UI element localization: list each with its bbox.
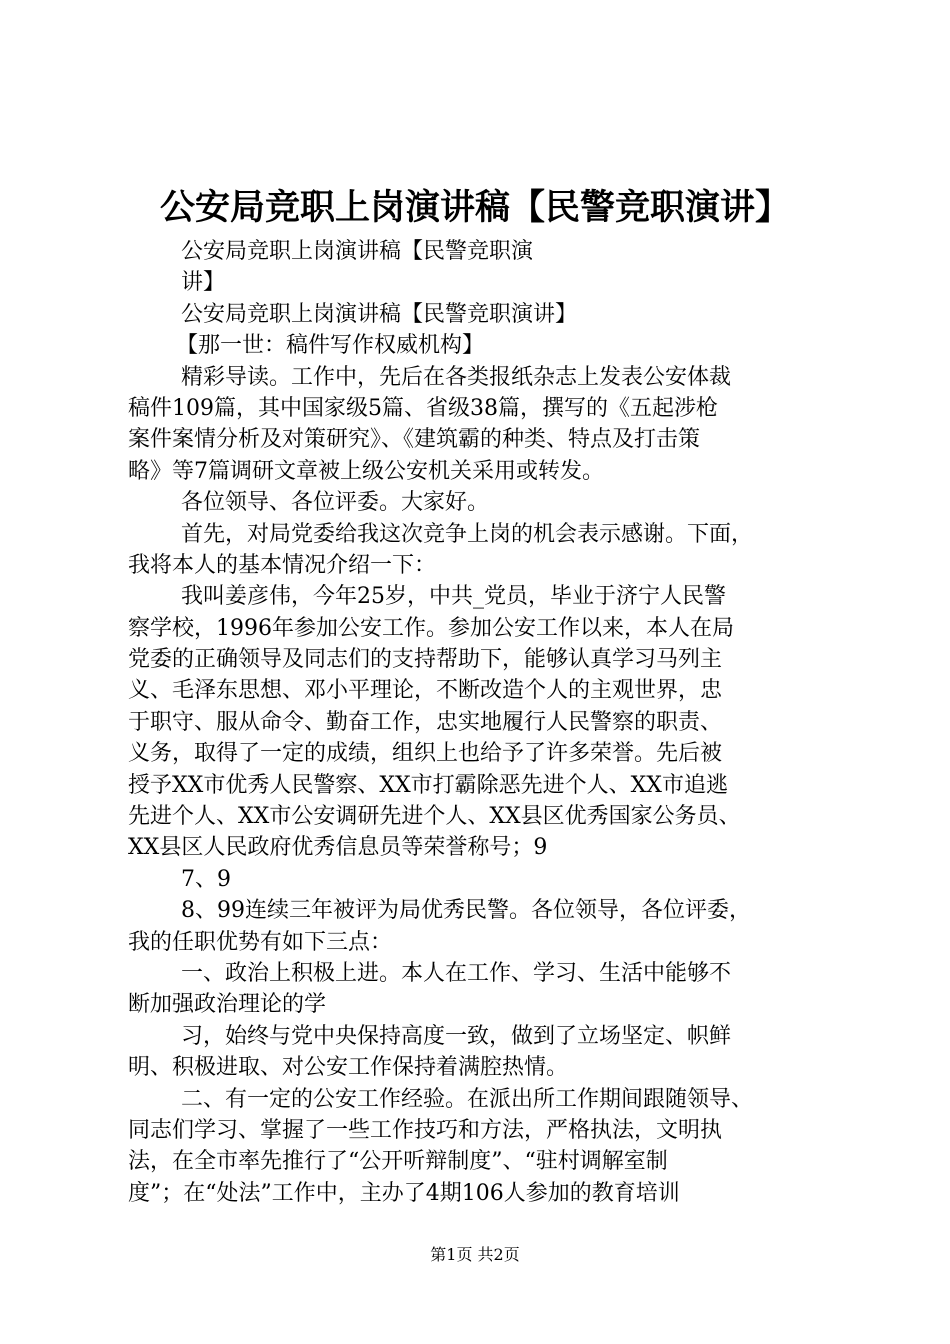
text-line: 党委的正确领导及同志们的支持帮助下，能够认真学习马列主 bbox=[128, 647, 723, 673]
text-line: 公安局竞职上岗演讲稿【民警竞职演讲】 bbox=[181, 301, 578, 327]
document-body bbox=[128, 236, 840, 1209]
text-line: 明、积极进取、对公安工作保持着满腔热情。 bbox=[128, 1055, 569, 1081]
text-line: XX县区人民政府优秀信息员等荣誉称号；9 bbox=[128, 835, 548, 861]
text-line: 稿件109篇，其中国家级5篇、省级38篇，撰写的《五起涉枪 bbox=[128, 395, 718, 421]
text-line: 二、有一定的公安工作经验。在派出所工作期间跟随领导、 bbox=[181, 1086, 754, 1112]
text-line: 首先，对局党委给我这次竞争上岗的机会表示感谢。下面， bbox=[181, 521, 754, 547]
page-footer: 第1页 共2页 bbox=[430, 1245, 520, 1264]
text-line: 一、政治上积极上进。本人在工作、学习、生活中能够不 bbox=[181, 960, 732, 986]
text-line: 察学校，1996年参加公安工作。参加公安工作以来，本人在局 bbox=[128, 615, 734, 641]
text-line: 精彩导读。工作中，先后在各类报纸杂志上发表公安体裁 bbox=[181, 364, 732, 390]
text-line: 度”；在“处法”工作中，主办了4期106人参加的教育培训 bbox=[128, 1180, 680, 1206]
text-line: 我的任职优势有如下三点： bbox=[128, 929, 393, 955]
text-line: 7、9 bbox=[181, 866, 231, 892]
text-line: 略》等7篇调研文章被上级公安机关采用或转发。 bbox=[128, 458, 604, 484]
text-line: 我叫姜彦伟，今年25岁，中共_党员，毕业于济宁人民警 bbox=[181, 584, 726, 610]
text-line: 授予XX市优秀人民警察、XX市打霸除恶先进个人、XX市追逃 bbox=[128, 772, 728, 798]
text-line: 义务，取得了一定的成绩，组织上也给予了许多荣誉。先后被 bbox=[128, 741, 723, 767]
text-line: 同志们学习、掌握了一些工作技巧和方法，严格执法，文明执 bbox=[128, 1117, 723, 1143]
text-line: 法，在全市率先推行了“公开听辩制度”、“驻村调解室制 bbox=[128, 1149, 668, 1175]
text-line: 案件案情分析及对策研究》、《建筑霸的种类、特点及打击策 bbox=[128, 427, 701, 453]
text-line: 8、99连续三年被评为局优秀民警。各位领导，各位评委， bbox=[181, 898, 751, 924]
document-title: 公安局竞职上岗演讲稿【民警竞职演讲】 bbox=[159, 187, 790, 228]
text-line: 我将本人的基本情况介绍一下： bbox=[128, 552, 437, 578]
text-line: 义、毛泽东思想、邓小平理论，不断改造个人的主观世界，忠 bbox=[128, 678, 723, 704]
text-line: 各位领导、各位评委。大家好。 bbox=[181, 490, 490, 516]
text-line: 于职守、服从命令、勤奋工作，忠实地履行人民警察的职责、 bbox=[128, 709, 723, 735]
text-line: 断加强政治理论的学 bbox=[128, 992, 327, 1018]
text-line: 习，始终与党中央保持高度一致，做到了立场坚定、帜鲜 bbox=[181, 1023, 732, 1049]
text-line: 【那一世：稿件写作权威机构】 bbox=[176, 333, 485, 359]
text-line: 先进个人、XX市公安调研先进个人、XX县区优秀国家公务员、 bbox=[128, 804, 741, 830]
text-line: 讲】 bbox=[181, 270, 226, 296]
text-line: 公安局竞职上岗演讲稿【民警竞职演 bbox=[181, 239, 534, 264]
